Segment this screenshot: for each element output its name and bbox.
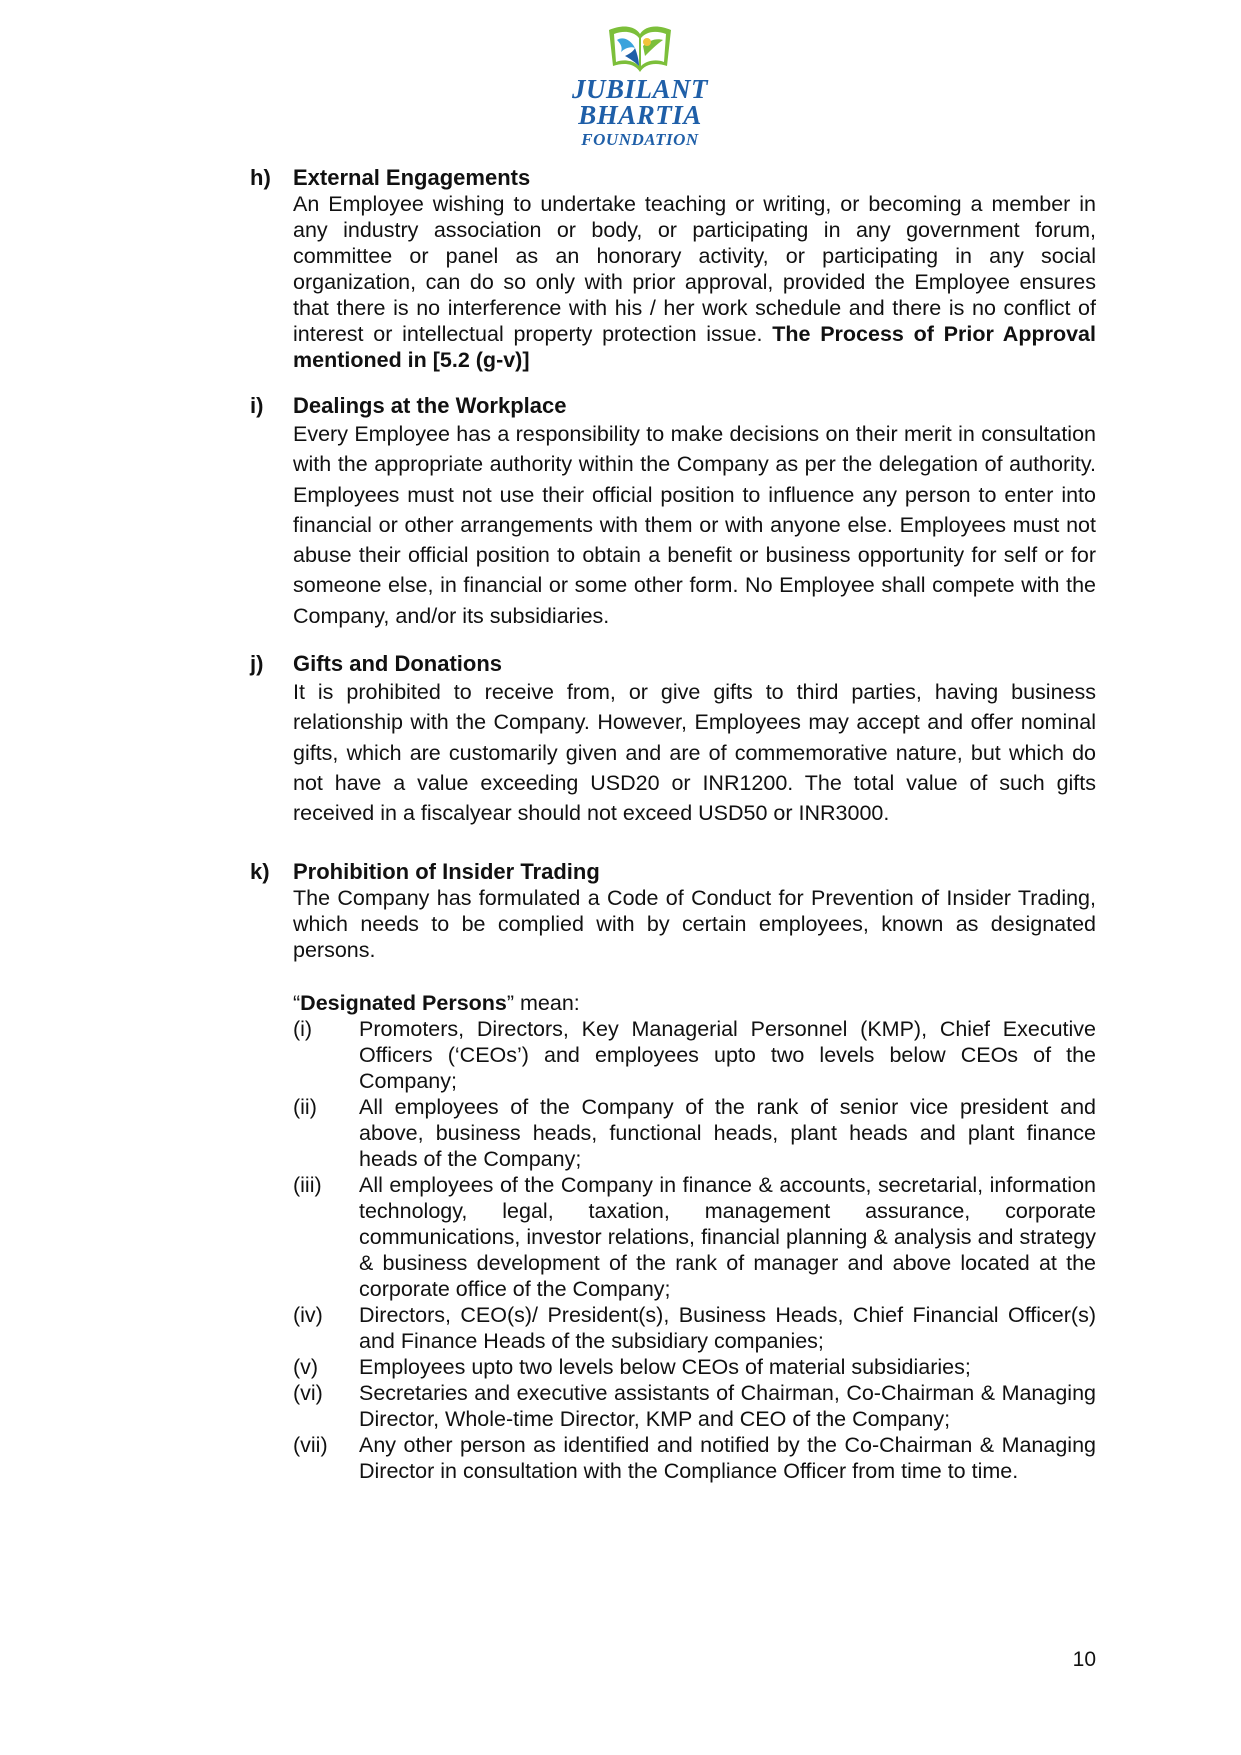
list-item (293, 1172, 1096, 1302)
section-marker: j) (250, 651, 264, 677)
designated-persons-list (293, 1016, 1096, 1484)
designated-persons-suffix: ” mean: (506, 990, 580, 1015)
list-item-text: All employees of the Company in finance & accounts, secretarial, information technology, legal, taxation, management assurance, corporate communications, investor relations, financial planning & analysis and strategy & business development of the rank of manager and above located at the corporate office of the Company; (359, 1172, 1096, 1301)
section-heading: External Engagements (293, 165, 531, 190)
list-item (293, 1354, 1096, 1380)
list-item-number: (vi) (293, 1380, 323, 1405)
list-item-text: Secretaries and executive assistants of Chairman, Co-Chairman & Managing Director, Whole-time Director, KMP and CEO of the Company; (359, 1380, 1096, 1431)
designated-persons-intro (293, 990, 1096, 1016)
list-item-text: Any other person as identified and notified by the Co-Chairman & Managing Director in consultation with the Compliance Officer from time to time. (359, 1432, 1096, 1483)
open-quote: “ (293, 990, 301, 1015)
section-paragraph: The Company has formulated a Code of Conduct for Prevention of Insider Trading, which needs to be complied with by certain employees, known as designated persons. (293, 885, 1096, 962)
section-heading: Prohibition of Insider Trading (293, 858, 600, 884)
paragraph-text: An Employee wishing to undertake teaching or writing, or becoming a member in any industry association or body, or participating in any government forum, committee or panel as an honorary activity, or participating in any social organization, can do so only with prior approval, provided the Employee ensures that there is no interference with his / her work schedule and there is no conflict of interest or intellectual property protection issue. (293, 192, 1096, 346)
logo-text-bhartia: BHARTIA (578, 100, 702, 130)
list-item-text: All employees of the Company of the rank of senior vice president and above, business heads, functional heads, plant heads and plant finance heads of the Company; (359, 1094, 1096, 1171)
section-marker: i) (250, 393, 264, 418)
list-item (293, 1302, 1096, 1354)
list-item-number: (ii) (293, 1094, 317, 1119)
list-item-text: Directors, CEO(s)/ President(s), Business Heads, Chief Financial Officer(s) and Finance Heads of the subsidiary companies; (359, 1302, 1096, 1353)
document-content (250, 165, 1096, 1484)
logo-text-jubilant: JUBILANT (571, 74, 708, 104)
list-item-text: Promoters, Directors, Key Managerial Personnel (KMP), Chief Executive Officers (‘CEOs’) and employees upto two levels below CEOs of the Company; (359, 1016, 1096, 1093)
list-item (293, 1094, 1096, 1172)
section-dealings-workplace (250, 393, 1096, 631)
list-item-number: (i) (293, 1016, 313, 1041)
list-item (293, 1380, 1096, 1432)
section-heading: Dealings at the Workplace (293, 393, 567, 418)
page-number: 10 (1072, 1648, 1096, 1671)
list-item (293, 1432, 1096, 1484)
list-item-number: (v) (293, 1354, 319, 1379)
list-item-number: (iii) (293, 1172, 322, 1197)
list-item (293, 1016, 1096, 1094)
list-item-number: (iv) (293, 1302, 323, 1327)
designated-persons-term: Designated Persons (300, 990, 507, 1015)
section-paragraph (293, 191, 1096, 373)
section-paragraph: It is prohibited to receive from, or give gifts to third parties, having business relationship with the Company. However, Employees may accept and offer nominal gifts, which are customarily given and are of commemorative nature, but which do not have a value exceeding USD20 or INR1200. The total value of such gifts received in a fiscalyear should not exceed USD50 or INR3000. (293, 680, 1096, 826)
section-external-engagements (250, 165, 1096, 373)
section-gifts-donations (250, 651, 1096, 828)
logo-text-foundation: FOUNDATION (581, 130, 699, 149)
foundation-logo (570, 22, 710, 152)
section-paragraph: Every Employee has a responsibility to make decisions on their merit in consultation with the appropriate authority within the Company as per the delegation of authority. Employees must not use their official position to influence any person to enter into financial or other arrangements with them or with anyone else. Employees must not abuse their official position to obtain a benefit or business opportunity for self or for someone else, in financial or some other form. No Employee shall compete with the Company, and/or its subsidiaries. (293, 422, 1096, 628)
section-heading: Gifts and Donations (293, 651, 502, 677)
book-bird-logo-icon (605, 22, 675, 80)
prior-approval-reference: The Process of Prior Approval mentioned in [5.2 (g-v)] (293, 322, 1096, 372)
section-marker: h) (250, 165, 271, 190)
list-item-number: (vii) (293, 1432, 328, 1457)
section-insider-trading (250, 859, 1096, 1484)
section-marker: k) (250, 858, 270, 884)
list-item-text: Employees upto two levels below CEOs of material subsidiaries; (359, 1354, 971, 1379)
